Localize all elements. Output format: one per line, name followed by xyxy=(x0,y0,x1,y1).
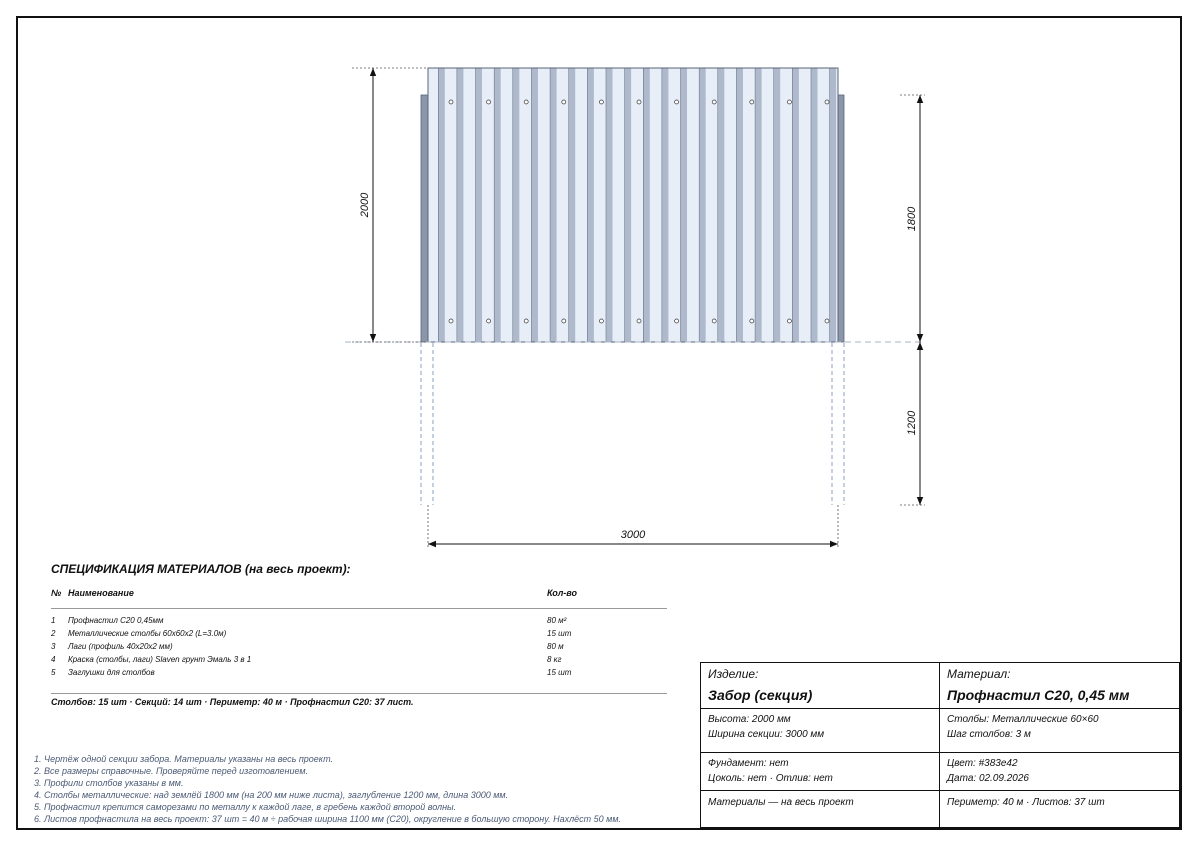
spec-row-qty: 80 м xyxy=(547,642,564,651)
screw-icon xyxy=(524,319,528,323)
title-block-materials-note xyxy=(701,791,940,827)
sheet-rib xyxy=(792,68,799,342)
sheet-rib xyxy=(476,68,483,342)
spec-row xyxy=(51,653,667,666)
dimension-width xyxy=(428,505,838,549)
sheet-rib xyxy=(699,68,706,342)
sheet-rib xyxy=(587,68,594,342)
sheet-rib xyxy=(569,68,576,342)
screw-icon xyxy=(562,319,566,323)
spec-row xyxy=(51,614,667,627)
spec-row-qty: 15 шт xyxy=(547,629,572,638)
drawing-notes xyxy=(34,753,621,825)
sheet-rib xyxy=(531,68,538,342)
dimension-height-total xyxy=(352,68,426,342)
section-width-value: Ширина секции: 3000 мм xyxy=(708,729,825,740)
sheet-rib xyxy=(774,68,781,342)
screw-icon xyxy=(675,319,679,323)
post-underground-right xyxy=(832,343,844,505)
material-value: Профнастил С20, 0,45 мм xyxy=(947,687,1130,703)
screw-icon xyxy=(787,100,791,104)
spec-title: СПЕЦИФИКАЦИЯ МАТЕРИАЛОВ (на весь проект): xyxy=(51,562,351,576)
foundation-value: Фундамент: нет xyxy=(708,758,789,769)
spec-row-qty: 80 м² xyxy=(547,616,567,625)
note: 6. Листов профнастила на весь проект: 37 шт = 40 м ÷ рабочая ширина 1100 мм (С20), округление в большую сторону. Нахлёст 50 мм. xyxy=(34,814,622,824)
spec-row-no: 2 xyxy=(51,629,56,638)
title-block-row-summary xyxy=(701,791,1179,827)
dimension-depth xyxy=(900,342,925,505)
post-left xyxy=(421,95,428,342)
sheet-rib xyxy=(643,68,650,342)
title-block-perimeter xyxy=(940,791,1179,827)
plinth-value: Цоколь: нет · Отлив: нет xyxy=(708,773,833,784)
post-underground-left xyxy=(421,343,433,505)
screw-icon xyxy=(825,100,829,104)
material-label: Материал: xyxy=(947,667,1011,681)
dimension-label-1200: 1200 xyxy=(906,410,918,436)
screw-icon xyxy=(675,100,679,104)
color-value: Цвет: #383e42 xyxy=(947,758,1018,769)
spec-head-no: № xyxy=(51,588,62,598)
title-block-material xyxy=(940,663,1179,708)
spec-row-name: Металлические столбы 60x60x2 (L=3.0м) xyxy=(68,629,227,638)
corrugated-sheet xyxy=(428,68,838,342)
screw-icon xyxy=(637,319,641,323)
materials-note: Материалы — на весь проект xyxy=(708,797,854,808)
spec-row-no: 5 xyxy=(51,668,56,677)
sheet-rib xyxy=(438,68,445,342)
screw-icon xyxy=(449,319,453,323)
spec-row-name: Лаги (профиль 40x20x2 мм) xyxy=(68,642,173,651)
spec-head-name: Наименование xyxy=(68,588,134,598)
sheet-rib xyxy=(550,68,557,342)
screw-icon xyxy=(712,100,716,104)
note: 4. Столбы металлические: над землёй 1800 мм (на 200 мм ниже листа), заглубление 1200 мм, длина 3000 мм. xyxy=(34,790,509,800)
screw-icon xyxy=(825,319,829,323)
title-block-dimensions xyxy=(701,709,940,752)
screw-icon xyxy=(524,100,528,104)
sheet-rib xyxy=(606,68,613,342)
screw-icon xyxy=(599,100,603,104)
spec-row-qty: 15 шт xyxy=(547,668,572,677)
title-block-row-dimensions xyxy=(701,709,1179,753)
screw-icon xyxy=(562,100,566,104)
sheet-rib xyxy=(830,68,837,342)
dimension-height-above xyxy=(900,95,925,342)
spec-row-no: 1 xyxy=(51,616,56,625)
screw-icon xyxy=(487,100,491,104)
spec-total: Столбов: 15 шт · Секций: 14 шт · Периметр: 40 м · Профнастил С20: 37 лист. xyxy=(51,693,667,707)
screw-icon xyxy=(712,319,716,323)
spec-row-no: 4 xyxy=(51,655,56,664)
product-label: Изделие: xyxy=(708,667,759,681)
sheet-rib xyxy=(811,68,818,342)
product-value: Забор (секция) xyxy=(708,687,813,703)
spec-head-qty: Кол-во xyxy=(547,588,577,598)
note: 3. Профили столбов указаны в мм. xyxy=(34,778,184,788)
screw-icon xyxy=(449,100,453,104)
posts-value: Столбы: Металлические 60×60 xyxy=(947,714,1099,725)
height-value: Высота: 2000 мм xyxy=(708,714,791,725)
post-right xyxy=(838,95,844,342)
note: 2. Все размеры справочные. Проверяйте перед изготовлением. xyxy=(34,766,309,776)
title-block-row-foundation xyxy=(701,753,1179,791)
spec-row xyxy=(51,627,667,640)
title-block-product xyxy=(701,663,940,708)
spec-row-name: Краска (столбы, лаги) Slaven грунт Эмаль 3 в 1 xyxy=(68,655,252,664)
spec-rows xyxy=(51,609,667,679)
sheet-rib xyxy=(494,68,501,342)
title-block-foundation xyxy=(701,753,940,790)
sheet-rib xyxy=(662,68,669,342)
screw-icon xyxy=(787,319,791,323)
title-block xyxy=(700,662,1180,828)
dimension-label-1800: 1800 xyxy=(906,206,918,232)
dimension-label-3000: 3000 xyxy=(620,529,646,541)
sheet-rib xyxy=(736,68,743,342)
date-value: Дата: 02.09.2026 xyxy=(947,773,1029,784)
sheet-rib xyxy=(625,68,632,342)
spec-row-no: 3 xyxy=(51,642,56,651)
dimension-label-2000: 2000 xyxy=(359,192,371,218)
spec-row-name: Заглушки для столбов xyxy=(68,668,155,677)
sheet-rib xyxy=(718,68,725,342)
spec-row xyxy=(51,666,667,679)
material-spec xyxy=(51,562,667,707)
sheet-rib xyxy=(457,68,464,342)
screw-icon xyxy=(487,319,491,323)
title-block-color-date xyxy=(940,753,1179,790)
screw-icon xyxy=(750,319,754,323)
screw-icon xyxy=(750,100,754,104)
perimeter-value: Периметр: 40 м · Листов: 37 шт xyxy=(947,797,1105,808)
title-block-posts xyxy=(940,709,1179,752)
sheet-rib xyxy=(755,68,762,342)
spec-row xyxy=(51,640,667,653)
note: 1. Чертёж одной секции забора. Материалы указаны на весь проект. xyxy=(34,754,334,764)
sheet-rib xyxy=(681,68,688,342)
screw-icon xyxy=(637,100,641,104)
screw-icon xyxy=(599,319,603,323)
post-step-value: Шаг столбов: 3 м xyxy=(947,729,1031,740)
spec-header xyxy=(51,588,667,609)
title-block-row-product xyxy=(701,663,1179,709)
note: 5. Профнастил крепится саморезами по металлу к каждой лаге, в гребень каждой второй волны. xyxy=(34,802,457,812)
spec-row-qty: 8 кг xyxy=(547,655,562,664)
sheet-rib xyxy=(513,68,520,342)
spec-row-name: Профнастил С20 0,45мм xyxy=(68,616,164,625)
